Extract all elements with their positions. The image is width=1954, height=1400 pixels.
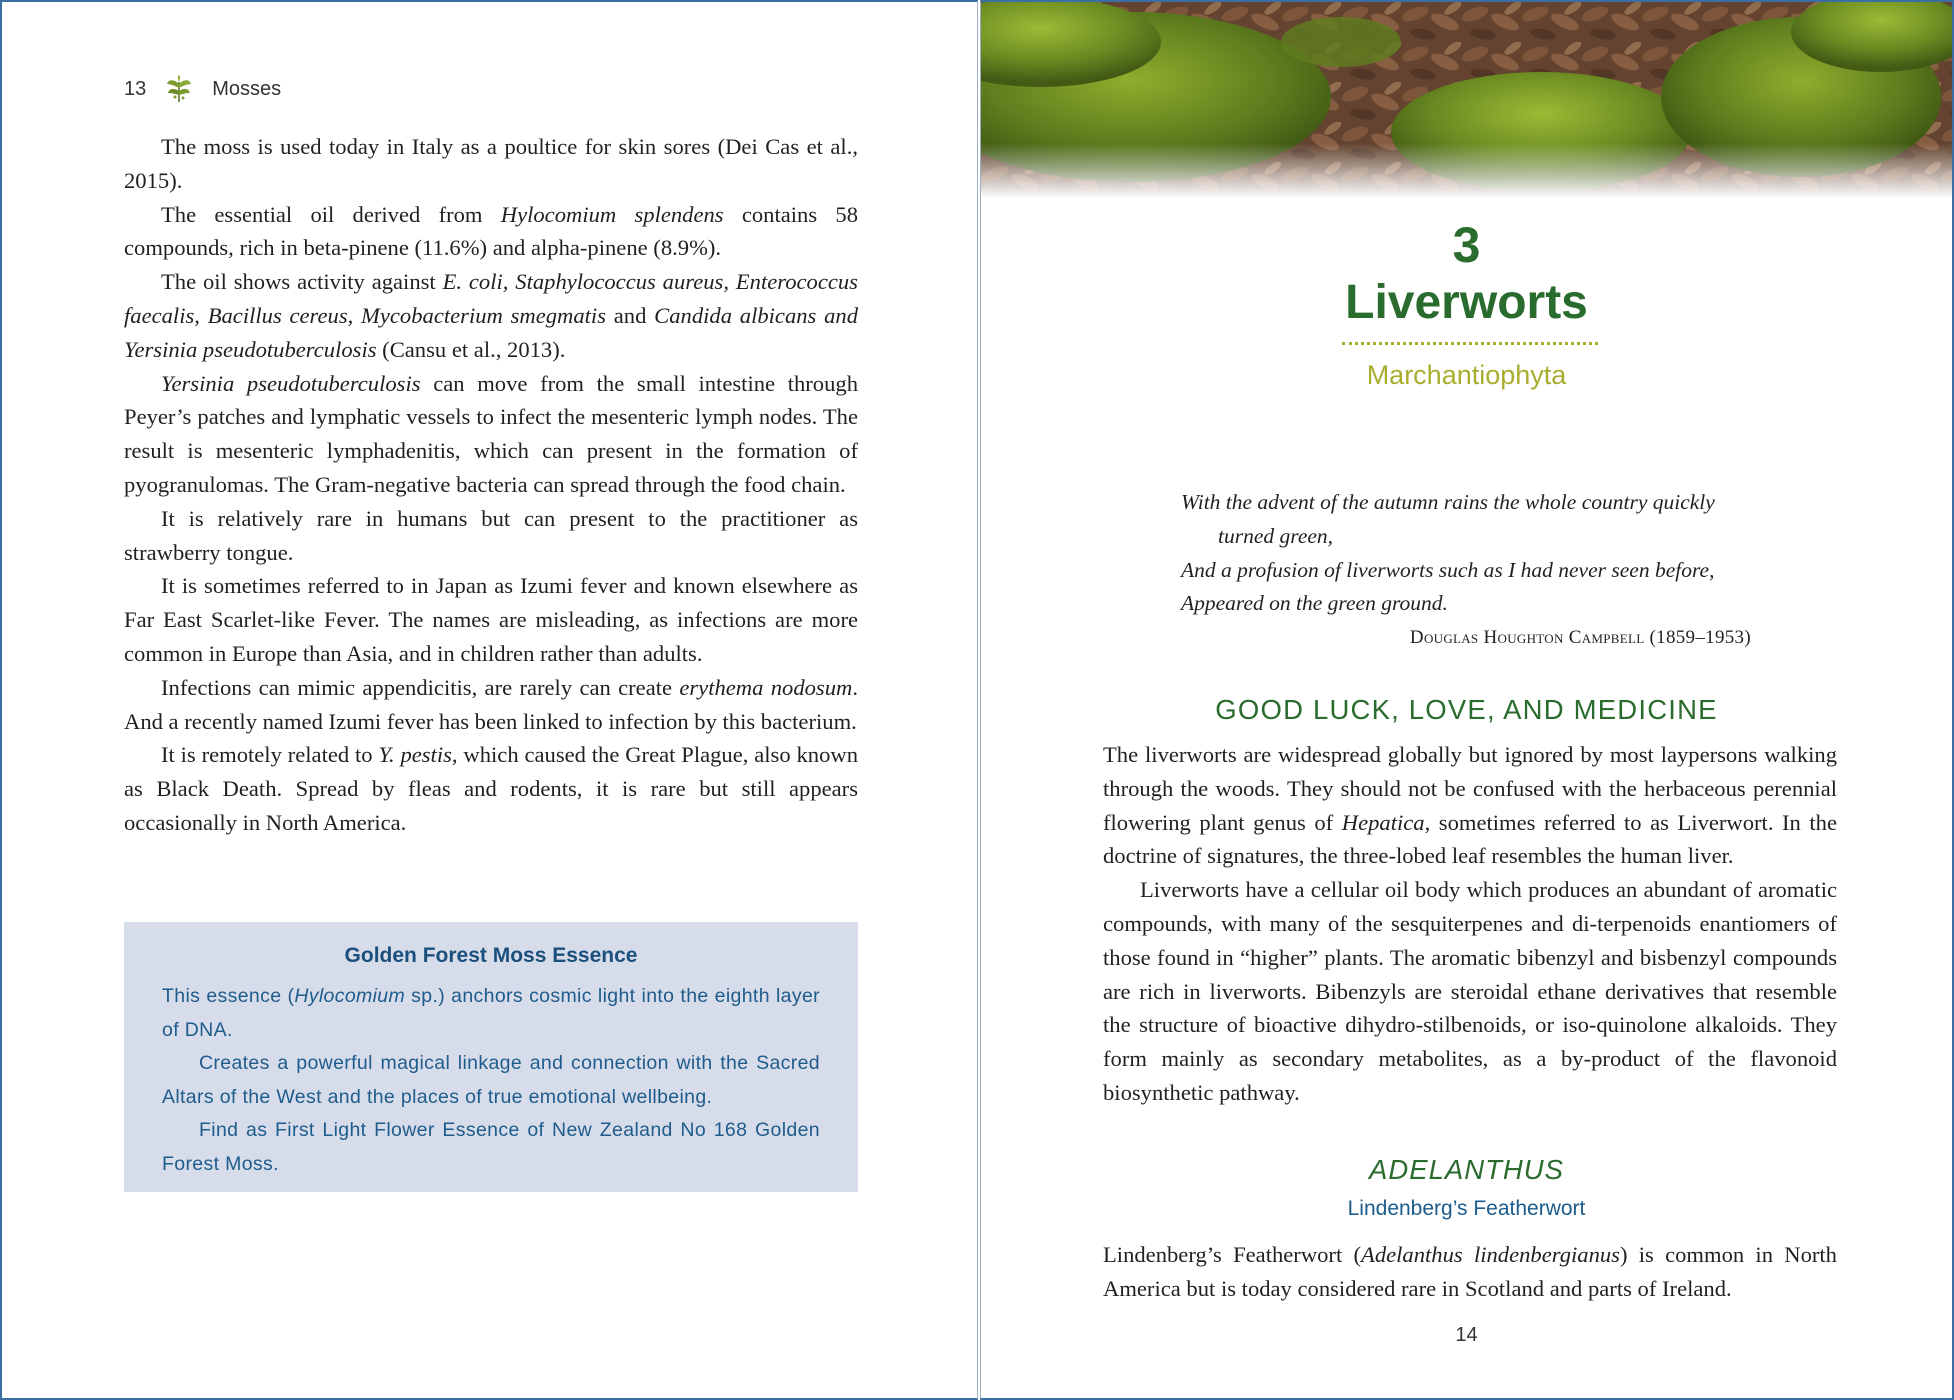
genus-heading: ADELANTHUS bbox=[1369, 1154, 1564, 1185]
moss-forest-photo bbox=[981, 2, 1952, 198]
paragraph bbox=[162, 980, 820, 1047]
text-run: can move from the small intestine through Peyer’s patches and lymphatic vessels to infect the mesenteric lymph nodes. The result is mesenteric lymphadenitis, which can present in the formation of pyogranulomas. The Gram-negative bacteria can spread through the food chain. bbox=[124, 370, 858, 497]
text-run: The oil shows activity against bbox=[161, 269, 443, 295]
epigraph-author: Douglas Houghton Campbell bbox=[1409, 627, 1645, 649]
paragraph bbox=[162, 1114, 820, 1181]
paragraph bbox=[124, 130, 858, 198]
italic-run: Candida albicans and Yersinia pseudotuberculosis bbox=[124, 302, 858, 362]
italic-run: Hepatica bbox=[1341, 809, 1425, 835]
paragraph bbox=[124, 738, 858, 839]
text-run: (Cansu et al., 2013). bbox=[376, 336, 566, 362]
italic-run: Yersinia pseudotuberculosis bbox=[161, 370, 421, 396]
page-number-right: 14 bbox=[1455, 1324, 1478, 1346]
genus-body-text bbox=[1103, 1238, 1837, 1306]
epigraph-line: With the advent of the autumn rains the whole country quickly bbox=[1181, 490, 1715, 514]
italic-run: erythema nodosum bbox=[679, 674, 853, 700]
chapter-subtitle: Marchantiophyta bbox=[1366, 360, 1567, 390]
text-run: . And a recently named Izumi fever has been linked to infection by this bacterium. bbox=[124, 674, 858, 734]
text-run: , sometimes referred to as Liverwort. In the doctrine of signatures, the three-lobed leaf resembles the human liver. bbox=[1103, 809, 1837, 869]
essence-sidebar bbox=[124, 922, 858, 1192]
text-run: The moss is used today in Italy as a poultice for skin sores (Dei Cas et al., 2015). bbox=[124, 134, 858, 193]
text-run: It is sometimes referred to in Japan as Izumi fever and known elsewhere as Far East Scarlet-like Fever. The names are misleading, as infections are more common in Europe than Asia, and in children rather than adults. bbox=[124, 573, 858, 666]
left-body-text bbox=[124, 130, 858, 840]
paragraph bbox=[124, 198, 858, 266]
moss-leaf-icon bbox=[164, 74, 194, 104]
right-page bbox=[980, 0, 1954, 1400]
text-run: The liverworts are widespread globally but ignored by most laypersons walking through the woods. They should not be confused with the herbaceous perennial flowering plant genus of bbox=[1103, 742, 1837, 835]
paragraph bbox=[124, 367, 858, 502]
italic-run: Hylocomium splendens bbox=[500, 201, 724, 227]
italic-run: Y. pestis bbox=[378, 742, 452, 768]
paragraph bbox=[162, 1047, 820, 1114]
text-run: Lindenberg’s Featherwort ( bbox=[1103, 1242, 1362, 1267]
italic-run: E. coli, Staphylococcus aureus, Enterococcus faecalis, Bacillus cereus, Mycobacterium smegmatis bbox=[124, 269, 858, 328]
text-run: It is remotely related to bbox=[161, 742, 379, 768]
epigraph-attribution bbox=[1181, 621, 1781, 655]
text-run: It is relatively rare in humans but can present to the practitioner as strawberry tongue. bbox=[124, 505, 858, 565]
text-run: Creates a powerful magical linkage and connection with the Sacred Altars of the West and the places of true emotional wellbeing. bbox=[162, 1052, 820, 1108]
text-run: Liverworts have a cellular oil body which produces an abundant of aromatic compounds, with many of the sesquiterpenes and di-terpenoids enantiomers of those found in “higher” plants. The aromatic bibenzyl and bisbenzyl compounds are rich in liverworts. Bibenzyls are steroidal ethane derivatives that resemble the structure of bioactive dihydro-stilbenoids, or iso-quinolone alkaloids. They form mainly as secondary metabolites, as a by-product of the flavonoid biosynthetic pathway. bbox=[1103, 877, 1837, 1105]
section-heading: GOOD LUCK, LOVE, AND MEDICINE bbox=[1215, 694, 1718, 725]
epigraph-line: Appeared on the green ground. bbox=[1181, 591, 1448, 616]
paragraph bbox=[1103, 873, 1837, 1110]
epigraph bbox=[1181, 486, 1781, 655]
text-run: and bbox=[606, 302, 655, 328]
running-head-section: Mosses bbox=[212, 77, 282, 100]
text-run: The essential oil derived from bbox=[161, 201, 501, 227]
text-run: This essence ( bbox=[162, 985, 295, 1007]
text-run: ) is common in North America but is today considered rare in Scotland and parts of Ireland. bbox=[1103, 1242, 1837, 1301]
paragraph bbox=[124, 569, 858, 670]
chapter-number: 3 bbox=[1452, 217, 1481, 273]
section-body-text bbox=[1103, 738, 1837, 1110]
chapter-title: Liverworts bbox=[1345, 276, 1588, 329]
sidebar-title: Golden Forest Moss Essence bbox=[344, 944, 638, 967]
paragraph bbox=[124, 265, 858, 366]
italic-run: Adelanthus lindenbergianus bbox=[1361, 1242, 1620, 1267]
running-head bbox=[124, 74, 281, 104]
paragraph bbox=[1103, 1238, 1837, 1306]
dotted-rule bbox=[1342, 342, 1598, 345]
text-run: Find as First Light Flower Essence of New Zealand No 168 Golden Forest Moss. bbox=[162, 1119, 820, 1175]
text-run: contains 58 compounds, rich in beta-pinene (11.6%) and alpha-pinene (8.9%). bbox=[124, 201, 859, 261]
paragraph bbox=[124, 671, 858, 739]
epigraph-line: turned green, bbox=[1218, 523, 1334, 548]
paragraph bbox=[1103, 738, 1837, 873]
epigraph-line: And a profusion of liverworts such as I had never seen before, bbox=[1181, 557, 1715, 582]
page-number-left: 13 bbox=[124, 77, 147, 100]
text-run: Infections can mimic appendicitis, are rarely can create bbox=[161, 674, 680, 700]
italic-run: Hylocomium bbox=[294, 985, 406, 1007]
epigraph-years: (1859–1953) bbox=[1649, 627, 1751, 649]
sidebar-body bbox=[162, 980, 820, 1182]
common-name-heading: Lindenberg’s Featherwort bbox=[1347, 1197, 1586, 1220]
paragraph bbox=[124, 502, 858, 570]
text-run: , which caused the Great Plague, also known as Black Death. Spread by fleas and rodents, it is rare but still appears occasionally in North America. bbox=[124, 742, 858, 835]
text-run: sp.) anchors cosmic light into the eighth layer of DNA. bbox=[162, 985, 820, 1041]
